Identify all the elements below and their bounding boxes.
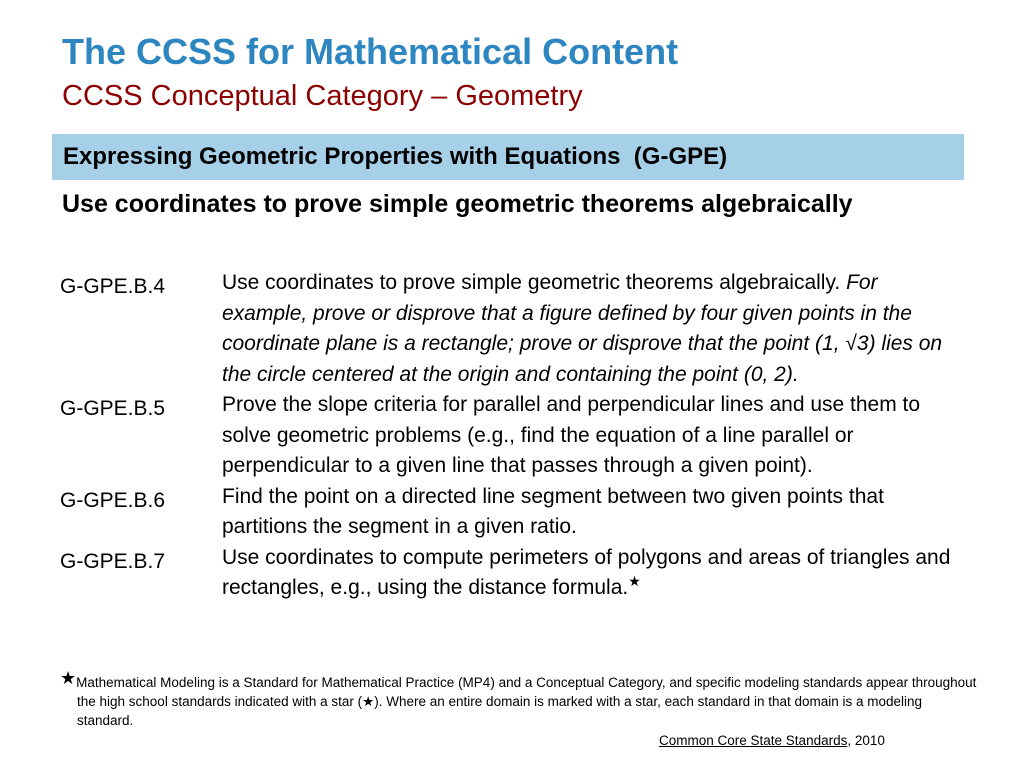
source-link[interactable]: Common Core State Standards	[659, 733, 848, 748]
standard-description	[222, 390, 967, 482]
source-citation	[659, 732, 885, 750]
standard-text: Find the point on a directed line segment between two given points that partitions the segment in a given ratio.	[222, 484, 884, 538]
modeling-star-icon: ★	[628, 573, 641, 589]
slide-subtitle: CCSS Conceptual Category – Geometry	[62, 80, 583, 112]
standard-row	[0, 482, 1024, 543]
domain-banner-label: Expressing Geometric Properties with Equations (G-GPE)	[63, 143, 728, 170]
source-year: , 2010	[847, 733, 885, 748]
standard-text: Prove the slope criteria for parallel and perpendicular lines and use them to solve geometric problems (e.g., find the equation of a line parallel or perpendicular to a given line that passes through a given point).	[222, 393, 921, 477]
standard-example: For example, prove or disprove that a figure defined by four given points in the coordinate plane is a rectangle; prove or disprove that the point (1, √3) lies on the circle centered at the origin and containing the point (0, 2).	[222, 271, 943, 386]
standard-row	[0, 543, 1024, 604]
standard-text: Use coordinates to compute perimeters of polygons and areas of triangles and rectangles, e.g., using the distance formula.	[222, 545, 951, 599]
standard-description	[222, 543, 967, 604]
standard-code: G-GPE.B.7	[60, 549, 166, 573]
modeling-footnote	[60, 668, 977, 730]
slide-title: The CCSS for Mathematical Content	[62, 31, 679, 72]
footnote-star-icon: ★	[60, 668, 77, 688]
standard-code: G-GPE.B.4	[60, 275, 166, 298]
standard-row	[0, 268, 1024, 390]
standard-code: G-GPE.B.5	[60, 397, 166, 420]
standards-list	[0, 268, 1024, 604]
standard-description	[222, 482, 967, 543]
domain-banner	[52, 134, 964, 180]
footnote-text: Mathematical Modeling is a Standard for Mathematical Practice (MP4) and a Conceptual Category, and specific modeling standards appear throughout the high school standards indicated with a star (★). Where an entire domain is marked with a star, each standard in that domain is a modeling standard.	[76, 675, 977, 728]
cluster-heading: Use coordinates to prove simple geometric theorems algebraically	[62, 190, 853, 218]
standard-code: G-GPE.B.6	[60, 488, 166, 512]
standard-text: Use coordinates to prove simple geometric theorems algebraically.	[222, 271, 847, 294]
standard-row	[0, 390, 1024, 482]
standard-description	[222, 268, 967, 390]
